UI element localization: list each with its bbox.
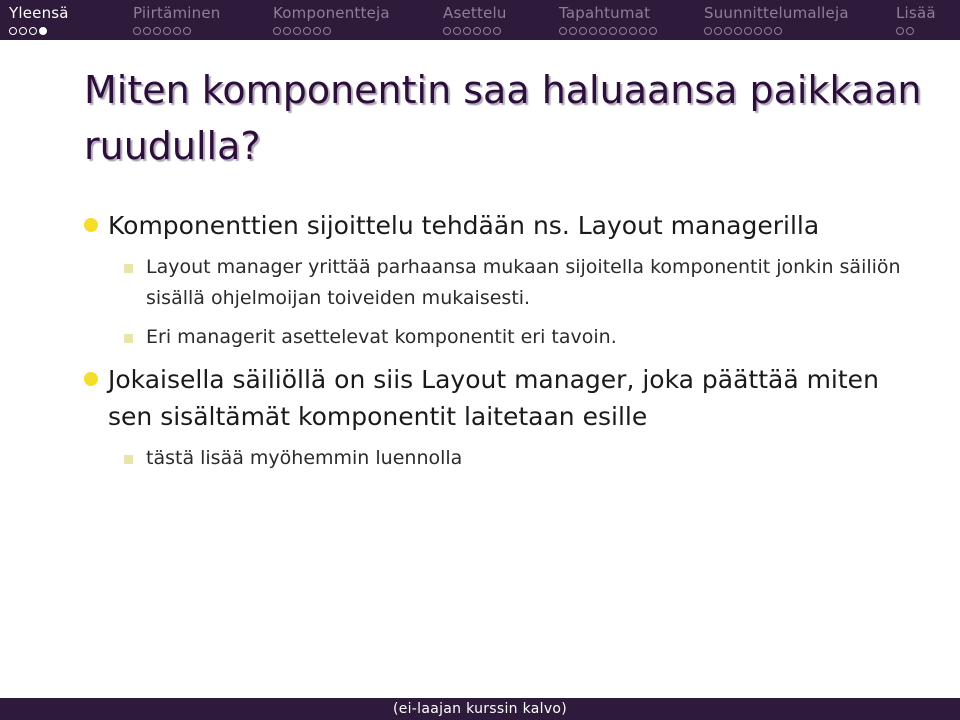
slide-dot-icon[interactable]	[133, 27, 141, 35]
slide-dot-icon[interactable]	[724, 27, 732, 35]
sub-bullet-item	[82, 252, 922, 314]
slide-dot-icon[interactable]	[483, 27, 491, 35]
slide-dot-icon[interactable]	[906, 27, 914, 35]
slide-dot-icon[interactable]	[569, 27, 577, 35]
slide-dot-icon[interactable]	[9, 27, 17, 35]
section-navigation-bar	[0, 0, 960, 40]
nav-section-dots	[896, 27, 936, 35]
nav-section-dots	[273, 27, 390, 35]
slide-dot-icon[interactable]	[599, 27, 607, 35]
slide-dot-icon[interactable]	[493, 27, 501, 35]
slide-dot-icon[interactable]	[649, 27, 657, 35]
nav-section-label: Asettelu	[443, 4, 507, 22]
nav-section-asettelu[interactable]	[443, 0, 507, 40]
slide-dot-icon[interactable]	[453, 27, 461, 35]
slide-dot-icon[interactable]	[609, 27, 617, 35]
bullet-dot-icon	[84, 372, 98, 386]
slide-dot-icon[interactable]	[774, 27, 782, 35]
slide-dot-icon[interactable]	[764, 27, 772, 35]
slide-dot-icon[interactable]	[704, 27, 712, 35]
nav-section-dots	[9, 27, 69, 35]
nav-section-dots	[559, 27, 657, 35]
slide-content	[82, 207, 922, 482]
slide-dot-icon[interactable]	[143, 27, 151, 35]
slide-dot-icon[interactable]	[19, 27, 27, 35]
nav-section-label: Suunnittelumalleja	[704, 4, 849, 22]
slide-dot-icon[interactable]	[29, 27, 37, 35]
nav-section-dots	[704, 27, 849, 35]
slide-dot-icon[interactable]	[639, 27, 647, 35]
slide-dot-icon[interactable]	[754, 27, 762, 35]
sub-bullet-item	[82, 322, 922, 353]
bullet-item	[82, 361, 922, 435]
slide-dot-icon[interactable]	[734, 27, 742, 35]
nav-section-dots	[133, 27, 221, 35]
slide-dot-icon[interactable]	[153, 27, 161, 35]
sub-bullet-square-icon	[124, 264, 133, 273]
slide-dot-icon[interactable]	[579, 27, 587, 35]
bullet-dot-icon	[84, 218, 98, 232]
sub-bullet-text: tästä lisää myöhemmin luennolla	[146, 447, 463, 469]
slide-dot-icon[interactable]	[443, 27, 451, 35]
slide-dot-icon[interactable]	[463, 27, 471, 35]
slide-dot-icon[interactable]	[629, 27, 637, 35]
slide-dot-icon[interactable]	[303, 27, 311, 35]
slide-dot-icon[interactable]	[896, 27, 904, 35]
slide-dot-icon[interactable]	[293, 27, 301, 35]
nav-section-tapahtumat[interactable]	[559, 0, 657, 40]
slide-footer: (ei-laajan kurssin kalvo)	[0, 698, 960, 720]
slide-dot-icon[interactable]	[173, 27, 181, 35]
slide-dot-icon[interactable]	[283, 27, 291, 35]
nav-section-piirtaminen[interactable]	[133, 0, 221, 40]
sub-bullet-square-icon	[124, 334, 133, 343]
slide-dot-icon[interactable]	[714, 27, 722, 35]
slide-dot-icon[interactable]	[619, 27, 627, 35]
slide-title: Miten komponentin saa haluaansa paikkaan ruudulla?	[84, 68, 922, 168]
slide-dot-icon[interactable]	[273, 27, 281, 35]
slide-dot-icon[interactable]	[163, 27, 171, 35]
bullet-text: Komponenttien sijoittelu tehdään ns. Layout managerilla	[108, 211, 820, 240]
nav-section-komponentteja[interactable]	[273, 0, 390, 40]
slide-dot-icon[interactable]	[473, 27, 481, 35]
slide-dot-icon[interactable]	[313, 27, 321, 35]
nav-section-yleensa[interactable]	[9, 0, 69, 40]
nav-section-label: Piirtäminen	[133, 4, 221, 22]
slide-dot-icon[interactable]	[744, 27, 752, 35]
nav-section-label: Yleensä	[9, 4, 69, 22]
nav-section-lisaa[interactable]	[896, 0, 936, 40]
bullet-text: Jokaisella säiliöllä on siis Layout manager, joka päättää miten sen sisältämät komponentit laitetaan esille	[108, 365, 879, 431]
slide-dot-icon[interactable]	[183, 27, 191, 35]
sub-bullet-item	[82, 443, 922, 474]
bullet-item	[82, 207, 922, 244]
nav-section-label: Komponentteja	[273, 4, 390, 22]
slide-dot-icon[interactable]	[559, 27, 567, 35]
sub-bullet-text: Eri managerit asettelevat komponentit eri tavoin.	[146, 326, 617, 348]
slide-dot-icon[interactable]	[589, 27, 597, 35]
nav-section-dots	[443, 27, 507, 35]
sub-bullet-text: Layout manager yrittää parhaansa mukaan sijoitella komponentit jonkin säiliön sisällä ohjelmoijan toiveiden mukaisesti.	[146, 256, 901, 309]
nav-section-label: Tapahtumat	[559, 4, 651, 22]
nav-section-label: Lisää	[896, 4, 936, 22]
slide-dot-icon[interactable]	[39, 27, 47, 35]
sub-bullet-square-icon	[124, 455, 133, 464]
nav-section-suunnittelumalleja[interactable]	[704, 0, 849, 40]
slide-dot-icon[interactable]	[323, 27, 331, 35]
